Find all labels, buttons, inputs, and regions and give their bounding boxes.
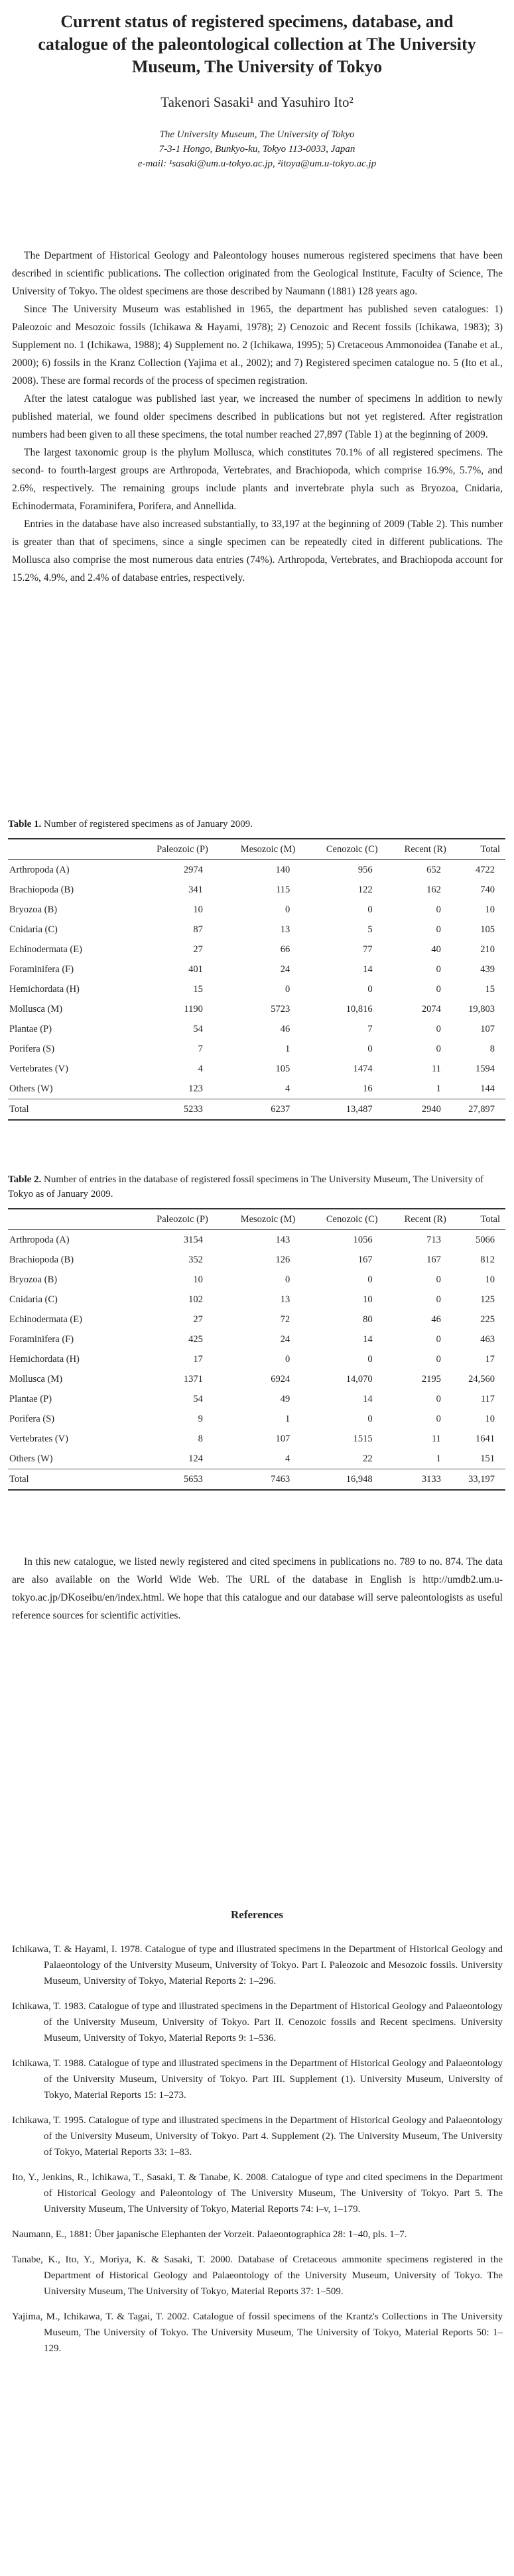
table-cell: 9 (198, 1413, 203, 1424)
table-cell: 2074 (421, 1003, 441, 1014)
table-cell: 0 (436, 1393, 441, 1404)
affiliation-address: 7-3-1 Hongo, Bunkyo-ku, Tokyo 113-0033, Japan (159, 144, 355, 154)
row-label: Porifera (S) (9, 1413, 55, 1424)
table-cell: 126 (275, 1254, 290, 1265)
reference-item: Ichikawa, T. & Hayami, I. 1978. Catalogue of type and illustrated specimens in the Department of Historical Geology and Palaeontology of the University Museum, University of Tokyo. Part I. Paleozoic and Mesozoic fossils. University Museum, University of Tokyo, Material Reports 2: 1–296. (12, 1944, 503, 1987)
table-row (8, 1329, 505, 1349)
table-cell: 0 (285, 1274, 290, 1285)
table-cell: 66 (280, 944, 290, 955)
reference-item: Yajima, M., Ichikawa, T. & Tagai, T. 2002. Catalogue of fossil specimens of the Krantz's Collections in The University Museum, The University of Tokyo. The University Museum, The University of Tokyo, Material Reports 50: 1–129. (12, 2311, 503, 2354)
table-row (8, 1039, 505, 1059)
table-cell: 812 (480, 1254, 495, 1265)
paragraph: The Department of Historical Geology and Paleontology houses numerous registered specimens that have been described in scientific publications. The collection originated from the Geological Institute, Faculty of Science, The University of Tokyo. The oldest specimens are those described by Naumann (1881) 128 years ago. (12, 250, 503, 297)
table-cell: 124 (188, 1453, 203, 1464)
table-row (8, 1310, 505, 1329)
row-label: Brachiopoda (B) (9, 884, 74, 895)
row-label: Echinodermata (E) (9, 1314, 82, 1325)
table-cell: 17 (485, 1353, 495, 1365)
row-label: Brachiopoda (B) (9, 1254, 74, 1265)
column-header: Recent (R) (383, 1209, 452, 1230)
table1-caption-text: Number of registered specimens as of January 2009. (41, 819, 253, 829)
table-cell: 167 (426, 1254, 441, 1265)
table-cell: 0 (436, 963, 441, 975)
table-cell: 13 (280, 1294, 290, 1305)
table-total-row (8, 1469, 505, 1491)
row-label: Plantae (P) (9, 1023, 52, 1034)
table-cell: 1641 (476, 1433, 495, 1444)
table-cell: 439 (480, 963, 495, 975)
table-row (8, 940, 505, 959)
table2-caption-text: Number of entries in the database of registered fossil specimens in The University Museum, The University of Tokyo as of January 2009. (8, 1174, 484, 1199)
table-cell: 401 (188, 963, 203, 975)
table-cell: 652 (426, 864, 441, 875)
paragraph: After the latest catalogue was published last year, we increased the number of specimens In addition to newly published material, we found older specimens described in publications but not yet registered. After registration numbers had been given to all these specimens, the total number reached 27,897 (Table 1) at the beginning of 2009. (12, 393, 503, 440)
table-cell: 80 (363, 1314, 373, 1325)
column-header: Mesozoic (M) (214, 839, 300, 860)
table-cell: 0 (436, 1413, 441, 1424)
table-cell: 352 (188, 1254, 203, 1265)
paragraph: In this new catalogue, we listed newly registered and cited specimens in publications no. 789 to no. 874. The data are also available on the World Wide Web. The URL of the database in English is http://umdb2.um.u-tokyo.ac.jp/DKoseibu/en/index.html. We hope that this catalogue and our database will serve paleontologists as useful reference sources for scientific activities. (12, 1556, 503, 1621)
paragraph: Since The University Museum was established in 1965, the department has published seven catalogues: 1) Paleozoic and Mesozoic fossils (Ichikawa & Hayami, 1978); 2) Cenozoic and Recent fossils (Ichikawa, 1983); 3) Supplement no. 1 (Ichikawa, 1988); 4) Supplement no. 2 (Ichikawa, 1995); 5) Cretaceous Ammonoidea (Tanabe et al., 2000); 6) fossils in the Kranz Collection (Yajima et al., 2002); and 7) Registered specimen catalogue no. 5 (Ito et al., 2008). These are formal records of the process of specimen registration. (12, 304, 503, 387)
table-cell: 1 (285, 1413, 290, 1424)
table-row (8, 900, 505, 920)
table-cell: 15 (485, 983, 495, 995)
table-row (8, 1250, 505, 1270)
table-cell: 713 (426, 1234, 441, 1245)
table-cell: 24 (280, 1333, 290, 1345)
column-header: Total (452, 839, 505, 860)
table-cell: 0 (436, 983, 441, 995)
table-row (8, 1369, 505, 1389)
table-row (8, 880, 505, 900)
table-cell: 463 (480, 1333, 495, 1345)
total-cell: 5233 (131, 1099, 214, 1121)
table2-caption (8, 1172, 505, 1201)
table-cell: 2195 (421, 1373, 441, 1384)
table-cell: 0 (436, 1353, 441, 1365)
table-cell: 956 (357, 864, 373, 875)
total-cell: 6237 (214, 1099, 300, 1121)
reference-item: Naumann, E., 1881: Über japanische Elephanten der Vorzeit. Palaeontographica 28: 1–40, pls. 1–7. (12, 2229, 407, 2240)
table-cell: 46 (280, 1023, 290, 1034)
table-row (8, 1230, 505, 1251)
table-cell: 0 (367, 904, 373, 915)
table-cell: 13 (280, 924, 290, 935)
table-total-row (8, 1099, 505, 1121)
table-cell: 14,070 (346, 1373, 373, 1384)
table-cell: 40 (431, 944, 441, 955)
table-row (8, 1449, 505, 1469)
affiliation-email: e-mail: ¹sasaki@um.u-tokyo.ac.jp, ²itoya@um.u-tokyo.ac.jp (137, 158, 377, 169)
affiliation-block (0, 127, 514, 171)
row-label: Foraminifera (F) (9, 1333, 74, 1345)
table1-caption (8, 817, 505, 831)
table-cell: 22 (363, 1453, 373, 1464)
table-cell: 0 (367, 1274, 373, 1285)
author-line: Takenori Sasaki¹ and Yasuhiro Ito² (161, 94, 353, 110)
column-header (8, 839, 131, 860)
table-cell: 1594 (476, 1063, 495, 1074)
table-cell: 0 (367, 1353, 373, 1365)
row-label: Echinodermata (E) (9, 944, 82, 955)
intro-text (12, 247, 503, 587)
table-cell: 10 (193, 904, 203, 915)
row-label: Mollusca (M) (9, 1373, 63, 1384)
total-cell: 16,948 (300, 1469, 383, 1491)
table-cell: 125 (480, 1294, 495, 1305)
reference-item: Ichikawa, T. 1988. Catalogue of type and illustrated specimens in the Department of Historical Geology and Palaeontology of the University Museum, University of Tokyo. Part III. Supplement (1). University Museum, University of Tokyo, Material Reports 15: 1–273. (12, 2058, 503, 2101)
table-cell: 4 (285, 1083, 290, 1094)
table2 (8, 1208, 505, 1491)
row-label: Vertebrates (V) (9, 1433, 68, 1444)
table-cell: 0 (367, 1043, 373, 1054)
row-label: Cnidaria (C) (9, 924, 58, 935)
table-row (8, 1409, 505, 1429)
table-cell: 24 (280, 963, 290, 975)
table-cell: 54 (193, 1393, 203, 1404)
table-cell: 0 (436, 1274, 441, 1285)
column-header: Total (452, 1209, 505, 1230)
table-cell: 11 (431, 1063, 441, 1074)
table-cell: 102 (188, 1294, 203, 1305)
table-cell: 1474 (353, 1063, 373, 1074)
table-cell: 5 (367, 924, 373, 935)
total-label: Total (8, 1099, 131, 1121)
table-cell: 24,560 (468, 1373, 495, 1384)
table-cell: 107 (480, 1023, 495, 1034)
table-cell: 27 (193, 944, 203, 955)
row-label: Vertebrates (V) (9, 1063, 68, 1074)
table-cell: 5723 (271, 1003, 290, 1014)
paragraph: The largest taxonomic group is the phylum Mollusca, which constitutes 70.1% of all registered specimens. The second- to fourth-largest groups are Arthropoda, Vertebrates, and Brachiopoda, which comprise 16.9%, 5.7%, and 2.6%, respectively. The remaining groups include plants and invertebrate phyla such as Bryozoa, Cnidaria, Echinodermata, Foraminifera, Porifera, and Annellida. (12, 447, 503, 512)
table-cell: 0 (436, 1294, 441, 1305)
total-cell: 5653 (131, 1469, 214, 1491)
table-cell: 14 (363, 963, 373, 975)
table-cell: 0 (285, 904, 290, 915)
row-label: Porifera (S) (9, 1043, 55, 1054)
table-cell: 4 (198, 1063, 203, 1074)
table-cell: 17 (193, 1353, 203, 1365)
table-cell: 15 (193, 983, 203, 995)
reference-item: Ichikawa, T. 1995. Catalogue of type and illustrated specimens in the Department of Historical Geology and Palaeontology of the University Museum, University of Tokyo. Part 4. Supplement (2). The University Museum, The University of Tokyo, Material Reports 33: 1–83. (12, 2115, 503, 2158)
table-cell: 1056 (353, 1234, 373, 1245)
total-cell: 3133 (383, 1469, 452, 1491)
paper-title: Current status of registered specimens, database, and catalogue of the paleontological collection at The University Museum, The University of Tokyo (38, 12, 476, 76)
table-cell: 49 (280, 1393, 290, 1404)
references-heading: References (231, 1908, 283, 1921)
table-row (8, 1079, 505, 1099)
table-row (8, 860, 505, 881)
row-label: Mollusca (M) (9, 1003, 63, 1014)
table-cell: 0 (436, 1333, 441, 1345)
affiliation-institution: The University Museum, The University of Tokyo (159, 129, 355, 140)
table-cell: 87 (193, 924, 203, 935)
table-cell: 4 (285, 1453, 290, 1464)
table-row (8, 1349, 505, 1369)
table-cell: 10,816 (346, 1003, 373, 1014)
table-row (8, 959, 505, 979)
table-cell: 144 (480, 1083, 495, 1094)
table-cell: 8 (198, 1433, 203, 1444)
table-cell: 143 (275, 1234, 290, 1245)
row-label: Arthropoda (A) (9, 1234, 70, 1245)
table-cell: 0 (367, 983, 373, 995)
table-header-row (8, 1209, 505, 1230)
table-cell: 740 (480, 884, 495, 895)
row-label: Foraminifera (F) (9, 963, 74, 975)
paragraph: Entries in the database have also increased substantially, to 33,197 at the beginning of 2009 (Table 2). This number is greater than that of specimens, since a single specimen can be repeatedly cited in different publications. The Mollusca also comprise the most numerous data entries (74%). Arthropoda, Vertebrates, and Brachiopoda account for 15.2%, 4.9%, and 2.4% of database entries, respectively. (12, 519, 503, 583)
table-cell: 10 (485, 1413, 495, 1424)
table2-caption-label: Table 2. (8, 1174, 42, 1185)
table-cell: 123 (188, 1083, 203, 1094)
column-header: Mesozoic (M) (214, 1209, 300, 1230)
reference-item: Tanabe, K., Ito, Y., Moriya, K. & Sasaki, T. 2000. Database of Cretaceous ammonite specimens registered in the Department of Historical Geology and Palaeontology of the University Museum, University of Tokyo. The University Museum, The University of Tokyo, Material Reports 37: 1–509. (12, 2254, 503, 2297)
reference-list (12, 1941, 503, 2366)
row-label: Others (W) (9, 1453, 53, 1464)
table-row (8, 1429, 505, 1449)
table-cell: 10 (193, 1274, 203, 1285)
table-cell: 7 (367, 1023, 373, 1034)
table-cell: 117 (480, 1393, 495, 1404)
table-cell: 1190 (184, 1003, 203, 1014)
closing-text (12, 1553, 503, 1625)
row-label: Cnidaria (C) (9, 1294, 58, 1305)
table-row (8, 1270, 505, 1290)
table-cell: 10 (363, 1294, 373, 1305)
table-cell: 105 (275, 1063, 290, 1074)
total-cell: 33,197 (452, 1469, 505, 1491)
table-row (8, 1059, 505, 1079)
table-cell: 4722 (476, 864, 495, 875)
table-cell: 140 (275, 864, 290, 875)
row-label: Others (W) (9, 1083, 53, 1094)
total-label: Total (8, 1469, 131, 1491)
table1 (8, 838, 505, 1121)
table-cell: 10 (485, 904, 495, 915)
total-cell: 27,897 (452, 1099, 505, 1121)
table-cell: 54 (193, 1023, 203, 1034)
table-cell: 6924 (271, 1373, 290, 1384)
table-cell: 0 (367, 1413, 373, 1424)
table-cell: 1371 (183, 1373, 203, 1384)
table-cell: 0 (285, 1353, 290, 1365)
table-cell: 14 (363, 1333, 373, 1345)
table-cell: 105 (480, 924, 495, 935)
table-cell: 0 (436, 904, 441, 915)
column-header (8, 1209, 131, 1230)
table-cell: 5066 (476, 1234, 495, 1245)
column-header: Recent (R) (383, 839, 452, 860)
table-cell: 19,803 (468, 1003, 495, 1014)
table-cell: 167 (357, 1254, 373, 1265)
column-header: Paleozoic (P) (131, 1209, 214, 1230)
table-row (8, 999, 505, 1019)
column-header: Cenozoic (C) (300, 1209, 383, 1230)
row-label: Plantae (P) (9, 1393, 52, 1404)
table-cell: 10 (485, 1274, 495, 1285)
table1-caption-label: Table 1. (8, 819, 42, 829)
table-cell: 1 (436, 1083, 441, 1094)
table-cell: 2974 (183, 864, 203, 875)
reference-item: Ito, Y., Jenkins, R., Ichikawa, T., Sasaki, T. & Tanabe, K. 2008. Catalogue of type and cited specimens in the Department of Historical Geology and Paleontology of The University Museum, The University of Tokyo. Part 5. The University Museum, The University of Tokyo, Material Reports 74: i–v, 1–179. (12, 2172, 503, 2215)
table-header-row (8, 839, 505, 860)
reference-item: Ichikawa, T. 1983. Catalogue of type and illustrated specimens in the Department of Historical Geology and Palaeontology of the University Museum, University of Tokyo. Part II. Cenozoic fossils and Recent specimens. University Museum, University of Tokyo, Material Reports 9: 1–536. (12, 2001, 503, 2044)
table-cell: 27 (193, 1314, 203, 1325)
table-cell: 0 (436, 924, 441, 935)
table-row (8, 920, 505, 940)
table-cell: 115 (276, 884, 290, 895)
table-cell: 225 (480, 1314, 495, 1325)
table-cell: 8 (489, 1043, 495, 1054)
table-cell: 0 (436, 1043, 441, 1054)
row-label: Bryozoa (B) (9, 904, 58, 915)
table-cell: 0 (436, 1023, 441, 1034)
table-cell: 1 (285, 1043, 290, 1054)
table-cell: 16 (363, 1083, 373, 1094)
column-header: Paleozoic (P) (131, 839, 214, 860)
table-cell: 122 (357, 884, 373, 895)
table-cell: 7 (198, 1043, 203, 1054)
table-cell: 425 (188, 1333, 203, 1345)
total-cell: 13,487 (300, 1099, 383, 1121)
table-cell: 151 (480, 1453, 495, 1464)
table-cell: 46 (431, 1314, 441, 1325)
total-cell: 7463 (214, 1469, 300, 1491)
row-label: Bryozoa (B) (9, 1274, 58, 1285)
table-cell: 3154 (183, 1234, 203, 1245)
table-cell: 107 (275, 1433, 290, 1444)
table-cell: 341 (188, 884, 203, 895)
table-cell: 14 (363, 1393, 373, 1404)
table-cell: 1515 (353, 1433, 373, 1444)
table-row (8, 979, 505, 999)
table-cell: 72 (280, 1314, 290, 1325)
table-cell: 210 (480, 944, 495, 955)
table-row (8, 1389, 505, 1409)
table-cell: 11 (431, 1433, 441, 1444)
table-cell: 162 (426, 884, 441, 895)
table-cell: 0 (285, 983, 290, 995)
table-row (8, 1019, 505, 1039)
row-label: Hemichordata (H) (9, 983, 80, 995)
row-label: Hemichordata (H) (9, 1353, 80, 1365)
table-cell: 1 (436, 1453, 441, 1464)
table-row (8, 1290, 505, 1310)
column-header: Cenozoic (C) (300, 839, 383, 860)
table-cell: 77 (363, 944, 373, 955)
row-label: Arthropoda (A) (9, 864, 70, 875)
total-cell: 2940 (383, 1099, 452, 1121)
